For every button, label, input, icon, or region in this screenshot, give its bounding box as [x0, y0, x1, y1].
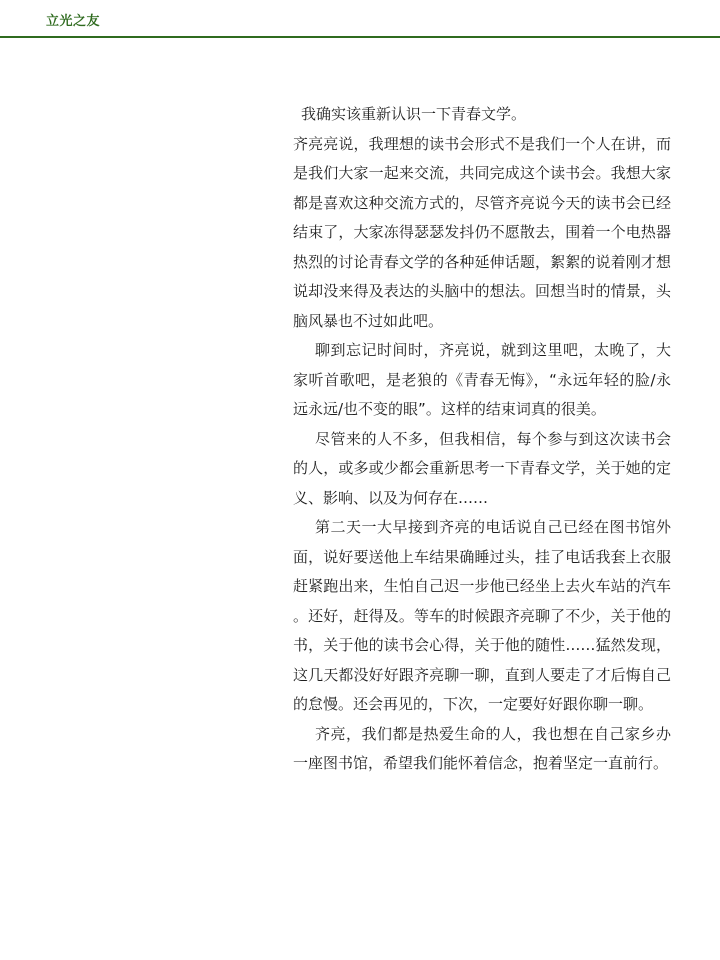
paragraph: 聊到忘记时间时，齐亮说，就到这里吧，太晚了，大家听首歌吧，是老狼的《青春无悔》，“永远年轻的脸/永远永远/也不变的眼”。这样的结束词真的很美。	[293, 341, 671, 418]
page-header	[0, 0, 720, 40]
paragraph: 齐亮，我们都是热爱生命的人，我也想在自己家乡办一座图书馆，希望我们能怀着信念，抱着坚定一直前行。	[293, 724, 671, 772]
paragraph: 尽管来的人不多，但我相信，每个参与到这次读书会的人，或多或少都会重新思考一下青春文学，关于她的定义、影响、以及为何存在……	[293, 429, 671, 507]
header-divider	[0, 36, 720, 38]
paragraph: 第二天一大早接到齐亮的电话说自己已经在图书馆外面，说好要送他上车结果确睡过头，挂了电话我套上衣服赶紧跑出来，生怕自己迟一步他已经坐上去火车站的汽车。还好，赶得及。等车的时候跟齐亮聊了不少，关于他的书，关于他的读书会心得，关于他的随性……猛然发现，这几天都没好好跟齐亮聊一聊，直到人要走了才后悔自己的怠慢。还会再见的，下次，一定要好好跟你聊一聊。	[293, 518, 671, 713]
publication-title: 立光之友	[46, 14, 101, 29]
paragraph: 我确实该重新认识一下青春文学。	[301, 105, 527, 123]
paragraph: 齐亮亮说，我理想的读书会形式不是我们一个人在讲，而是我们大家一起来交流，共同完成这个读书会。我想大家都是喜欢这种交流方式的，尽管齐亮说今天的读书会已经结束了，大家冻得瑟瑟发抖仍不愿散去，围着一个电热器热烈的讨论青春文学的各种延伸话题，絮絮的说着刚才想说却没来得及表达的头脑中的想法。回想当时的情景，头脑风暴也不过如此吧。	[293, 134, 671, 330]
article-body	[293, 100, 671, 779]
